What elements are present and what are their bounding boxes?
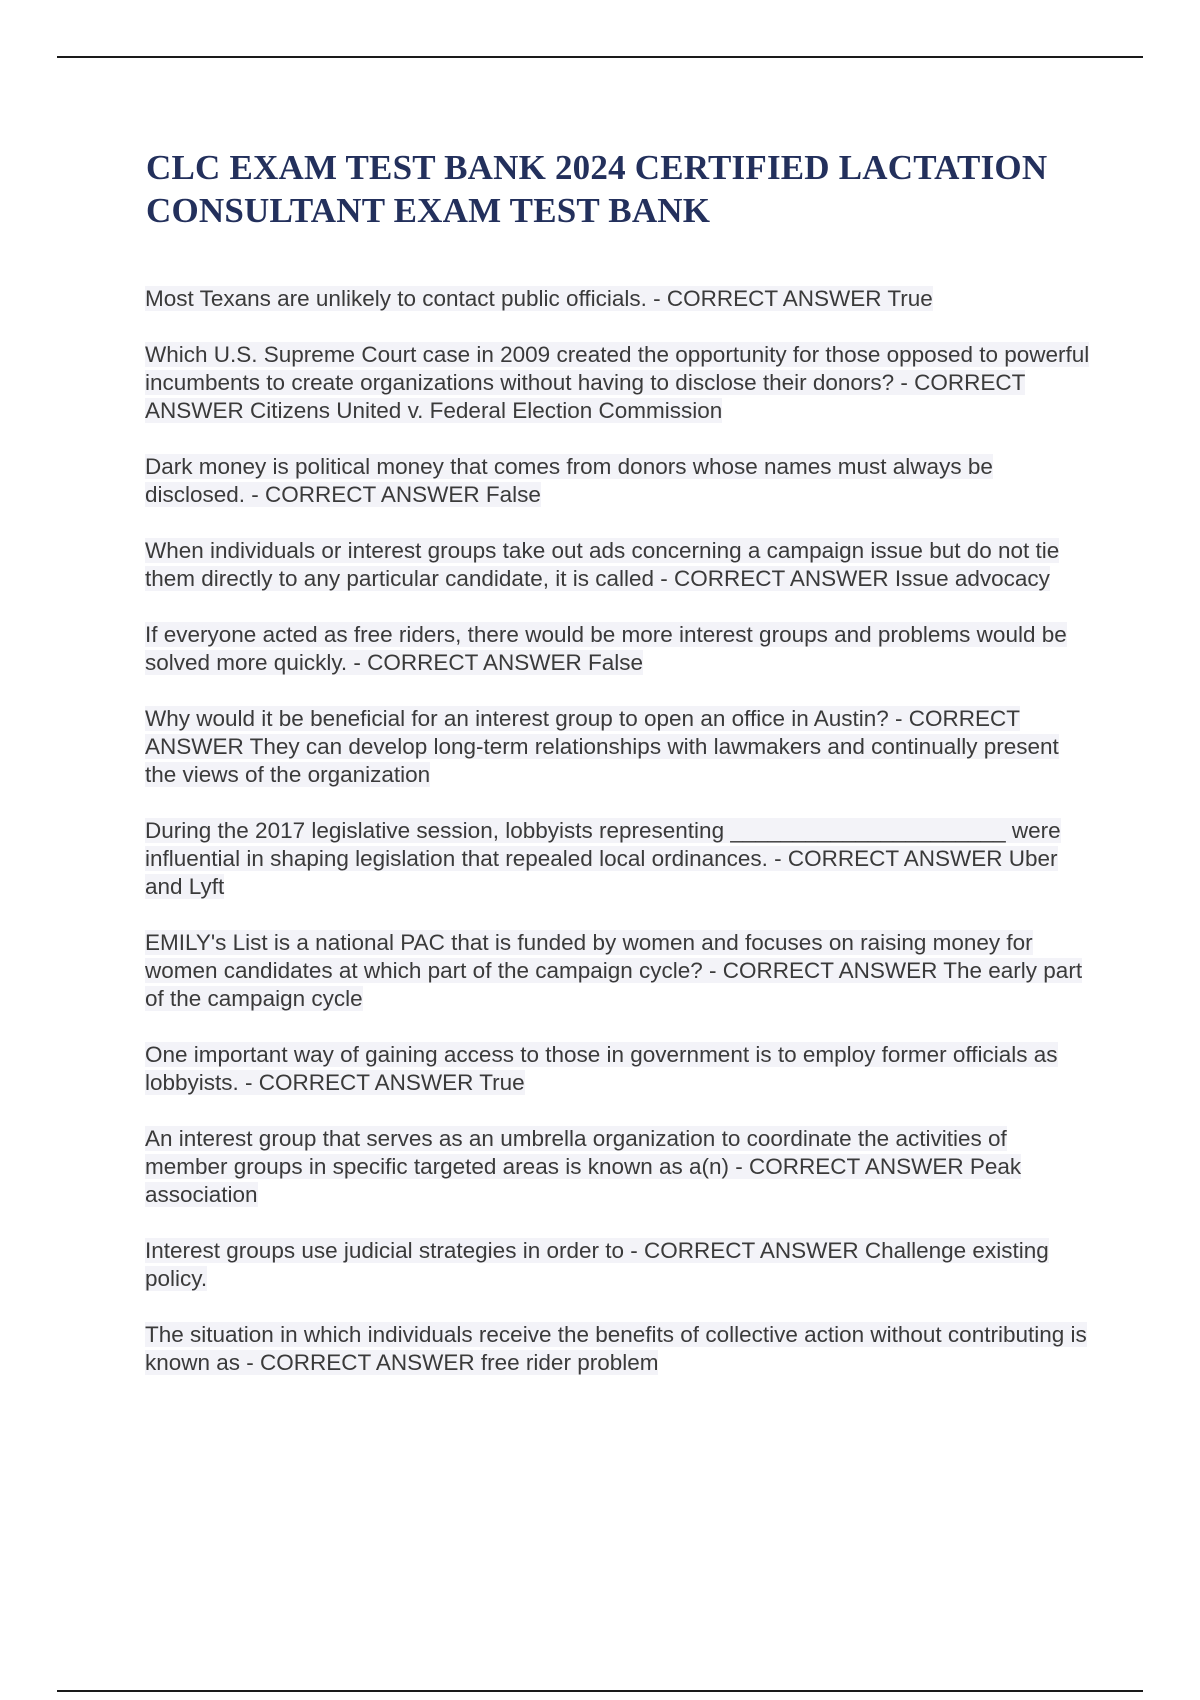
question-text: An interest group that serves as an umbrella organization to coordinate the activities of member groups in specific targeted areas is known as a(n) - CORRECT ANSWER Peak association	[145, 1126, 1022, 1207]
question-item	[145, 621, 1090, 677]
top-divider	[57, 56, 1143, 58]
question-text: The situation in which individuals receive the benefits of collective action without contributing is known as - CORRECT ANSWER free rider problem	[145, 1322, 1087, 1375]
bottom-divider	[57, 1690, 1143, 1692]
question-list	[145, 285, 1090, 1405]
question-item	[145, 817, 1090, 901]
question-item	[145, 1041, 1090, 1097]
question-text: During the 2017 legislative session, lobbyists representing ______________________ were influential in shaping legislation that repealed local ordinances. - CORRECT ANSWER Uber and Lyft	[145, 818, 1061, 899]
question-text: One important way of gaining access to those in government is to employ former officials as lobbyists. - CORRECT ANSWER True	[145, 1042, 1058, 1095]
question-item	[145, 453, 1090, 509]
question-item	[145, 1237, 1090, 1293]
question-item	[145, 1321, 1090, 1377]
document-title: CLC EXAM TEST BANK 2024 CERTIFIED LACTATION CONSULTANT EXAM TEST BANK	[146, 148, 1048, 230]
question-item	[145, 1125, 1090, 1209]
question-text: Which U.S. Supreme Court case in 2009 created the opportunity for those opposed to powerful incumbents to create organizations without having to disclose their donors? - CORRECT ANSWER Citizens United v. Federal Election Commission	[145, 342, 1090, 423]
question-text: Why would it be beneficial for an interest group to open an office in Austin? - CORRECT ANSWER They can develop long-term relationships with lawmakers and continually present the views of the organization	[145, 706, 1059, 787]
question-item	[145, 341, 1090, 425]
question-item	[145, 929, 1090, 1013]
question-text: If everyone acted as free riders, there would be more interest groups and problems would be solved more quickly. - CORRECT ANSWER False	[145, 622, 1067, 675]
question-item	[145, 537, 1090, 593]
question-text: EMILY's List is a national PAC that is funded by women and focuses on raising money for women candidates at which part of the campaign cycle? - CORRECT ANSWER The early part of the campaign cycle	[145, 930, 1083, 1011]
question-item	[145, 705, 1090, 789]
question-text: When individuals or interest groups take out ads concerning a campaign issue but do not tie them directly to any particular candidate, it is called - CORRECT ANSWER Issue advocacy	[145, 538, 1060, 591]
question-text: Most Texans are unlikely to contact public officials. - CORRECT ANSWER True	[145, 286, 933, 311]
question-text: Interest groups use judicial strategies in order to - CORRECT ANSWER Challenge existing policy.	[145, 1238, 1049, 1291]
question-text: Dark money is political money that comes from donors whose names must always be disclosed. - CORRECT ANSWER False	[145, 454, 993, 507]
question-item	[145, 285, 1090, 313]
